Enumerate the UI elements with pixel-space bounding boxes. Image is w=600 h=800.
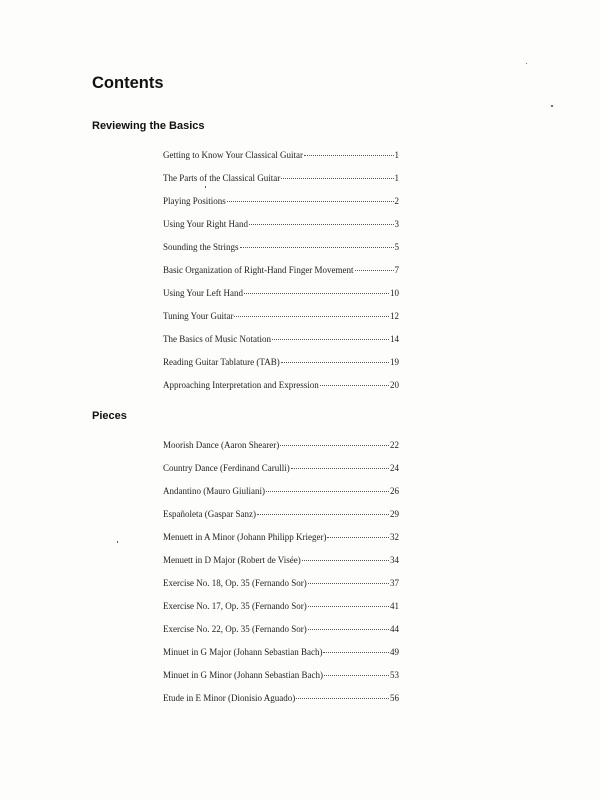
dot-leader — [304, 155, 394, 156]
toc-entry-page: 24 — [390, 463, 399, 473]
toc-entry[interactable] — [163, 263, 399, 277]
dot-leader — [234, 316, 389, 317]
toc-entry[interactable] — [163, 378, 399, 392]
toc-entry-label: Exercise No. 22, Op. 35 (Fernando Sor) — [163, 624, 307, 634]
toc-entry-page: 32 — [390, 532, 399, 542]
toc-entry-page: 34 — [390, 555, 399, 565]
toc-entry[interactable] — [163, 553, 399, 567]
toc-entry-page: 20 — [390, 380, 399, 390]
toc-entry-page: 10 — [390, 288, 399, 298]
toc-entry-label: Getting to Know Your Classical Guitar — [163, 150, 303, 160]
page-title: Contents — [92, 74, 164, 92]
toc-entry[interactable] — [163, 217, 399, 231]
toc-entry-page: 7 — [394, 265, 399, 275]
toc-entry-page: 29 — [390, 509, 399, 519]
dot-leader — [272, 339, 389, 340]
toc-entry-label: Menuett in A Minor (Johann Philipp Krieger) — [163, 532, 327, 542]
dot-leader — [227, 201, 394, 202]
toc-entry[interactable] — [163, 194, 399, 208]
toc-entry[interactable] — [163, 622, 399, 636]
toc-entry-page: 37 — [390, 578, 399, 588]
dot-leader — [320, 385, 389, 386]
toc-entry-page: 19 — [390, 357, 399, 367]
dot-leader — [291, 468, 389, 469]
dot-leader — [327, 537, 389, 538]
dot-leader — [244, 293, 389, 294]
toc-entry-label: Using Your Right Hand — [163, 219, 249, 229]
section-heading-pieces: Pieces — [92, 410, 127, 422]
toc-entry-page: 3 — [394, 219, 399, 229]
toc-entry-label: Using Your Left Hand — [163, 288, 243, 298]
toc-entry[interactable] — [163, 507, 399, 521]
toc-entry[interactable] — [163, 461, 399, 475]
toc-entry-label: Minuet in G Major (Johann Sebastian Bach) — [163, 647, 323, 657]
toc-entry-label: Españoleta (Gaspar Sanz) — [163, 509, 256, 519]
toc-entry[interactable] — [163, 576, 399, 590]
toc-entry-label: Menuett in D Major (Robert de Visée) — [163, 555, 301, 565]
scan-speck — [117, 541, 118, 543]
dot-leader — [281, 178, 393, 179]
toc-entry-page: 2 — [394, 196, 399, 206]
toc-entry-page: 26 — [390, 486, 399, 496]
dot-leader — [308, 583, 389, 584]
toc-entry-label: Andantino (Mauro Giuliani) — [163, 486, 265, 496]
toc-entry-label: Reading Guitar Tablature (TAB) — [163, 357, 280, 367]
toc-entry-label: Basic Organization of Right-Hand Finger Movement — [163, 265, 354, 275]
dot-leader — [323, 652, 389, 653]
dot-leader — [302, 560, 389, 561]
scan-speck — [205, 186, 206, 188]
toc-entry[interactable] — [163, 332, 399, 346]
dot-leader — [308, 629, 389, 630]
toc-entry-label: Country Dance (Ferdinand Carulli) — [163, 463, 290, 473]
toc-entry-page: 14 — [390, 334, 399, 344]
toc-entry[interactable] — [163, 355, 399, 369]
toc-entry-label: Minuet in G Minor (Johann Sebastian Bach) — [163, 670, 323, 680]
toc-entry-page: 22 — [390, 440, 399, 450]
dot-leader — [296, 698, 389, 699]
toc-entry-page: 49 — [390, 647, 399, 657]
toc-entry-label: Approaching Interpretation and Expression — [163, 380, 319, 390]
scan-speck — [551, 105, 553, 107]
dot-leader — [324, 675, 389, 676]
toc-entry[interactable] — [163, 286, 399, 300]
toc-entry-page: 1 — [394, 173, 399, 183]
toc-entry[interactable] — [163, 171, 399, 185]
toc-entry-label: Moorish Dance (Aaron Shearer) — [163, 440, 280, 450]
toc-entry-label: Etude in E Minor (Dionisio Aguado) — [163, 693, 296, 703]
dot-leader — [308, 606, 389, 607]
toc-entry-page: 53 — [390, 670, 399, 680]
toc-entry[interactable] — [163, 484, 399, 498]
toc-entry-label: Exercise No. 18, Op. 35 (Fernando Sor) — [163, 578, 307, 588]
toc-entry-label: Exercise No. 17, Op. 35 (Fernando Sor) — [163, 601, 307, 611]
toc-entry[interactable] — [163, 148, 399, 162]
toc-entry-page: 56 — [390, 693, 399, 703]
toc-entry-label: Tuning Your Guitar — [163, 311, 234, 321]
toc-entry-page: 1 — [394, 150, 399, 160]
scan-speck — [526, 63, 527, 64]
toc-entry[interactable] — [163, 599, 399, 613]
toc-entry-page: 41 — [390, 601, 399, 611]
toc-entry[interactable] — [163, 309, 399, 323]
dot-leader — [257, 514, 389, 515]
toc-entry[interactable] — [163, 668, 399, 682]
dot-leader — [280, 445, 389, 446]
toc-entry-label: The Parts of the Classical Guitar — [163, 173, 281, 183]
toc-entry[interactable] — [163, 691, 399, 705]
toc-entry[interactable] — [163, 530, 399, 544]
toc-entry[interactable] — [163, 240, 399, 254]
toc-entry-page: 5 — [394, 242, 399, 252]
dot-leader — [266, 491, 389, 492]
dot-leader — [281, 362, 389, 363]
dot-leader — [249, 224, 393, 225]
dot-leader — [240, 247, 394, 248]
toc-entry-label: The Basics of Music Notation — [163, 334, 271, 344]
dot-leader — [355, 270, 394, 271]
toc-entry-label: Playing Positions — [163, 196, 226, 206]
toc-entry[interactable] — [163, 645, 399, 659]
toc-entry[interactable] — [163, 438, 399, 452]
section-heading-reviewing-the-basics: Reviewing the Basics — [92, 120, 205, 132]
toc-entry-page: 12 — [390, 311, 399, 321]
toc-entry-page: 44 — [390, 624, 399, 634]
toc-entry-label: Sounding the Strings — [163, 242, 239, 252]
